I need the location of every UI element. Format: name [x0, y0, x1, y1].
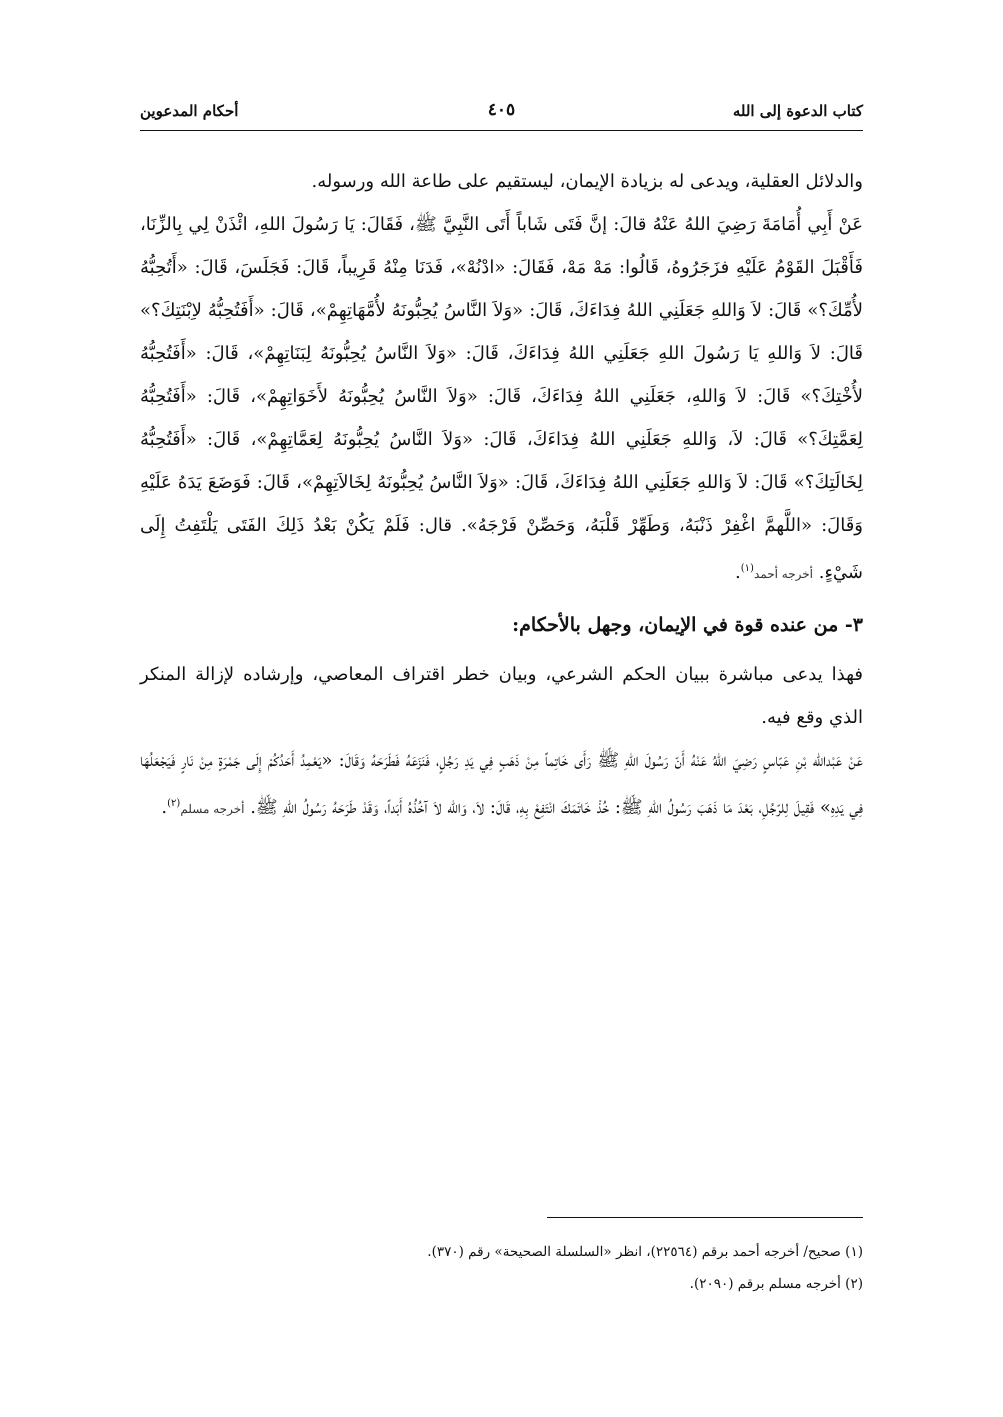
intro-line: والدلائل العقلية، ويدعى له بزيادة الإيمان، ليستقيم على طاعة الله ورسوله.: [311, 171, 863, 192]
section-title: أحكام المدعوين: [140, 102, 239, 120]
hadith-ibn-abbas-text: عَنْ عَبْدالله بْنِ عَبّاسٍ رَضِيَ اللهُ عَنْهُ أَنّ رَسُولَ اللهِ ﷺ رَأَى خَاتِماً مِنْ ذَهَبٍ فِي يَدِ رَجُلٍ، فَنَزَعَهُ فَطَرَحَهُ وَقَالَ: «يَعْمِدُ أَحَدُكُمْ إِلَى جَمْرَةٍ مِنْ نَارٍ فَيَجْعَلُهَا فِي يَدِهِ» فَقِيلَ لِلرّجُلِ، بَعْدَ مَا ذَهَبَ رَسُولُ اللهِ ﷺ: خُذْ خَاتَمَكَ انْتَفِعْ بِهِ، قَالَ: لاَ، وَالله لاَ آخُذُهُ أَبَداً، وَقَدْ طَرَحَهُ رَسُولُ اللهِ ﷺ.: [140, 750, 863, 818]
footnote-1: (١) صحيح/ أخرجه أحمد برقم (٢٢٥٦٤)، انظر «السلسلة الصحيحة» رقم (٣٧٠).: [427, 1244, 863, 1260]
section-3-paragraph: فهذا يدعى مباشرة ببيان الحكم الشرعي، وبيان خطر اقتراف المعاصي، وإرشاده لإزالة المنكر الذي وقع فيه.: [140, 664, 863, 728]
footnote-ref-1[interactable]: (١): [740, 563, 754, 574]
footnotes: [140, 1236, 863, 1300]
section-heading-3: ٣- من عنده قوة في الإيمان، وجهل بالأحكام:: [512, 614, 863, 636]
hadith-abu-umamah: عَنْ أَبِي أُمَامَةَ رَضِيَ اللهُ عَنْهُ قالَ: إنَّ فَتَى شَاباً أَتَى النَّبِيَّ ﷺ، فَقَالَ: يَا رَسُولَ اللهِ، ائْذَنْ لِي بِالزِّنَا، فَأَقْبَلَ القَوْمُ عَلَيْهِ فزَجَرُوهُ، قَالُوا: مَهْ مَهْ، فَقَالَ: «ادْنُهْ»، فَدَنَا مِنْهُ قَرِيباً، قَالَ: فَجَلَسَ، قَالَ: «أَتُحِبُّهُ لأُمِّكَ؟» قَالَ: لاَ وَاللهِ جَعَلَنِي اللهُ فِدَاءَكَ، قَالَ: «وَلاَ النَّاسُ يُحِبُّونَهُ لأُمَّهَاتِهِمْ»، قَالَ: «أَفَتُحِبُّهُ لاِبْنَتِكَ؟» قَالَ: لاَ وَاللهِ يَا رَسُولَ اللهِ جَعَلَنِي اللهُ فِدَاءَكَ، قَالَ: «وَلاَ النَّاسُ يُحِبُّونَهُ لِبَنَاتِهِمْ»، قَالَ: «أَفَتُحِبُّهُ لأُخْتِكَ؟» قَالَ: لاَ وَاللهِ، جَعَلَنِي اللهُ فِدَاءَكَ، قَالَ: «وَلاَ النَّاسُ يُحِبُّونَهُ لأَخَوَاتِهِمْ»، قَالَ: «أَفَتُحِبُّهُ لِعَمَّتِكَ؟» قَالَ: لاَ، وَاللهِ جَعَلَنِي اللهُ فِدَاءَكَ، قَالَ: «وَلاَ النَّاسُ يُحِبُّونَهُ لِعَمَّاتِهِمْ»، قَالَ: «أَفَتُحِبُّهُ لِخَالَتِكَ؟» قَالَ: لاَ وَاللهِ جَعَلَنِي اللهُ فِدَاءَكَ، قَالَ: «وَلاَ النَّاسُ يُحِبُّونَهُ لِخَالاَتِهِمْ»، قَالَ: فَوَضَعَ يَدَهُ عَلَيْهِ وَقَالَ: «اللَّهمَّ اغْفِرْ ذَنْبَهُ، وَطَهِّرْ قَلْبَهُ، وَحَصِّنْ فَرْجَهُ». قال: فَلَمْ يَكُنْ بَعْدُ ذَلِكَ الفَتَى يَلْتَفِتُ إِلَى شَيْءٍ. أخرجه أحمد$^{(١)}$.: [140, 214, 864, 583]
header-divider: [140, 130, 863, 131]
footnote-2: (٢) أخرجه مسلم برقم (٢٠٩٠).: [689, 1276, 863, 1292]
page-body: [140, 160, 863, 831]
hadith-abu-umamah-text: عَنْ أَبِي أُمَامَةَ رَضِيَ اللهُ عَنْهُ قالَ: إنَّ فَتَى شَاباً أَتَى النَّبِيَّ ﷺ، فَقَالَ: يَا رَسُولَ اللهِ، ائْذَنْ لِي بِالزِّنَا، فَأَقْبَلَ القَوْمُ عَلَيْهِ فزَجَرُوهُ، قَالُوا: مَهْ مَهْ، فَقَالَ: «ادْنُهْ»، فَدَنَا مِنْهُ قَرِيباً، قَالَ: فَجَلَسَ، قَالَ: «أَتُحِبُّهُ لأُمِّكَ؟» قَالَ: لاَ وَاللهِ جَعَلَنِي اللهُ فِدَاءَكَ، قَالَ: «وَلاَ النَّاسُ يُحِبُّونَهُ لأُمَّهَاتِهِمْ»، قَالَ: «أَفَتُحِبُّهُ لاِبْنَتِكَ؟» قَالَ: لاَ وَاللهِ يَا رَسُولَ اللهِ جَعَلَنِي اللهُ فِدَاءَكَ، قَالَ: «وَلاَ النَّاسُ يُحِبُّونَهُ لِبَنَاتِهِمْ»، قَالَ: «أَفَتُحِبُّهُ لأُخْتِكَ؟» قَالَ: لاَ وَاللهِ، جَعَلَنِي اللهُ فِدَاءَكَ، قَالَ: «وَلاَ النَّاسُ يُحِبُّونَهُ لأَخَوَاتِهِمْ»، قَالَ: «أَفَتُحِبُّهُ لِعَمَّتِكَ؟» قَالَ: لاَ، وَاللهِ جَعَلَنِي اللهُ فِدَاءَكَ، قَالَ: «وَلاَ النَّاسُ يُحِبُّونَهُ لِعَمَّاتِهِمْ»، قَالَ: «أَفَتُحِبُّهُ لِخَالَتِكَ؟» قَالَ: لاَ وَاللهِ جَعَلَنِي اللهُ فِدَاءَكَ، قَالَ: «وَلاَ النَّاسُ يُحِبُّونَهُ لِخَالاَتِهِمْ»، قَالَ: فَوَضَعَ يَدَهُ عَلَيْهِ وَقَالَ: «اللَّهمَّ اغْفِرْ ذَنْبَهُ، وَطَهِّرْ قَلْبَهُ، وَحَصِّنْ فَرْجَهُ». قال: فَلَمْ يَكُنْ بَعْدُ ذَلِكَ الفَتَى يَلْتَفِتُ إِلَى شَيْءٍ.: [140, 214, 864, 583]
hadith-ibn-abbas-source: أخرجه مسلم: [180, 802, 245, 816]
hadith-abu-umamah-source: أخرجه أحمد: [753, 567, 813, 581]
hadith-ibn-abbas: عَنْ عَبْدالله بْنِ عَبّاسٍ رَضِيَ اللهُ عَنْهُ أَنّ رَسُولَ اللهِ ﷺ رَأَى خَاتِماً مِنْ ذَهَبٍ فِي يَدِ رَجُلٍ، فَنَزَعَهُ فَطَرَحَهُ وَقَالَ: «يَعْمِدُ أَحَدُكُمْ إِلَى جَمْرَةٍ مِنْ نَارٍ فَيَجْعَلُهَا فِي يَدِهِ» فَقِيلَ لِلرّجُلِ، بَعْدَ مَا ذَهَبَ رَسُولُ اللهِ ﷺ: خُذْ خَاتَمَكَ انْتَفِعْ بِهِ، قَالَ: لاَ، وَالله لاَ آخُذُهُ أَبَداً، وَقَدْ طَرَحَهُ رَسُولُ اللهِ ﷺ. أخرجه مسلم$^{(٢)}$.: [140, 750, 863, 818]
page-number: ٤٠٥: [487, 100, 516, 120]
footnote-divider: [547, 1217, 863, 1218]
running-header: [140, 96, 863, 126]
book-title: كتاب الدعوة إلى الله: [732, 102, 863, 120]
footnote-ref-2[interactable]: (٢): [167, 798, 181, 809]
